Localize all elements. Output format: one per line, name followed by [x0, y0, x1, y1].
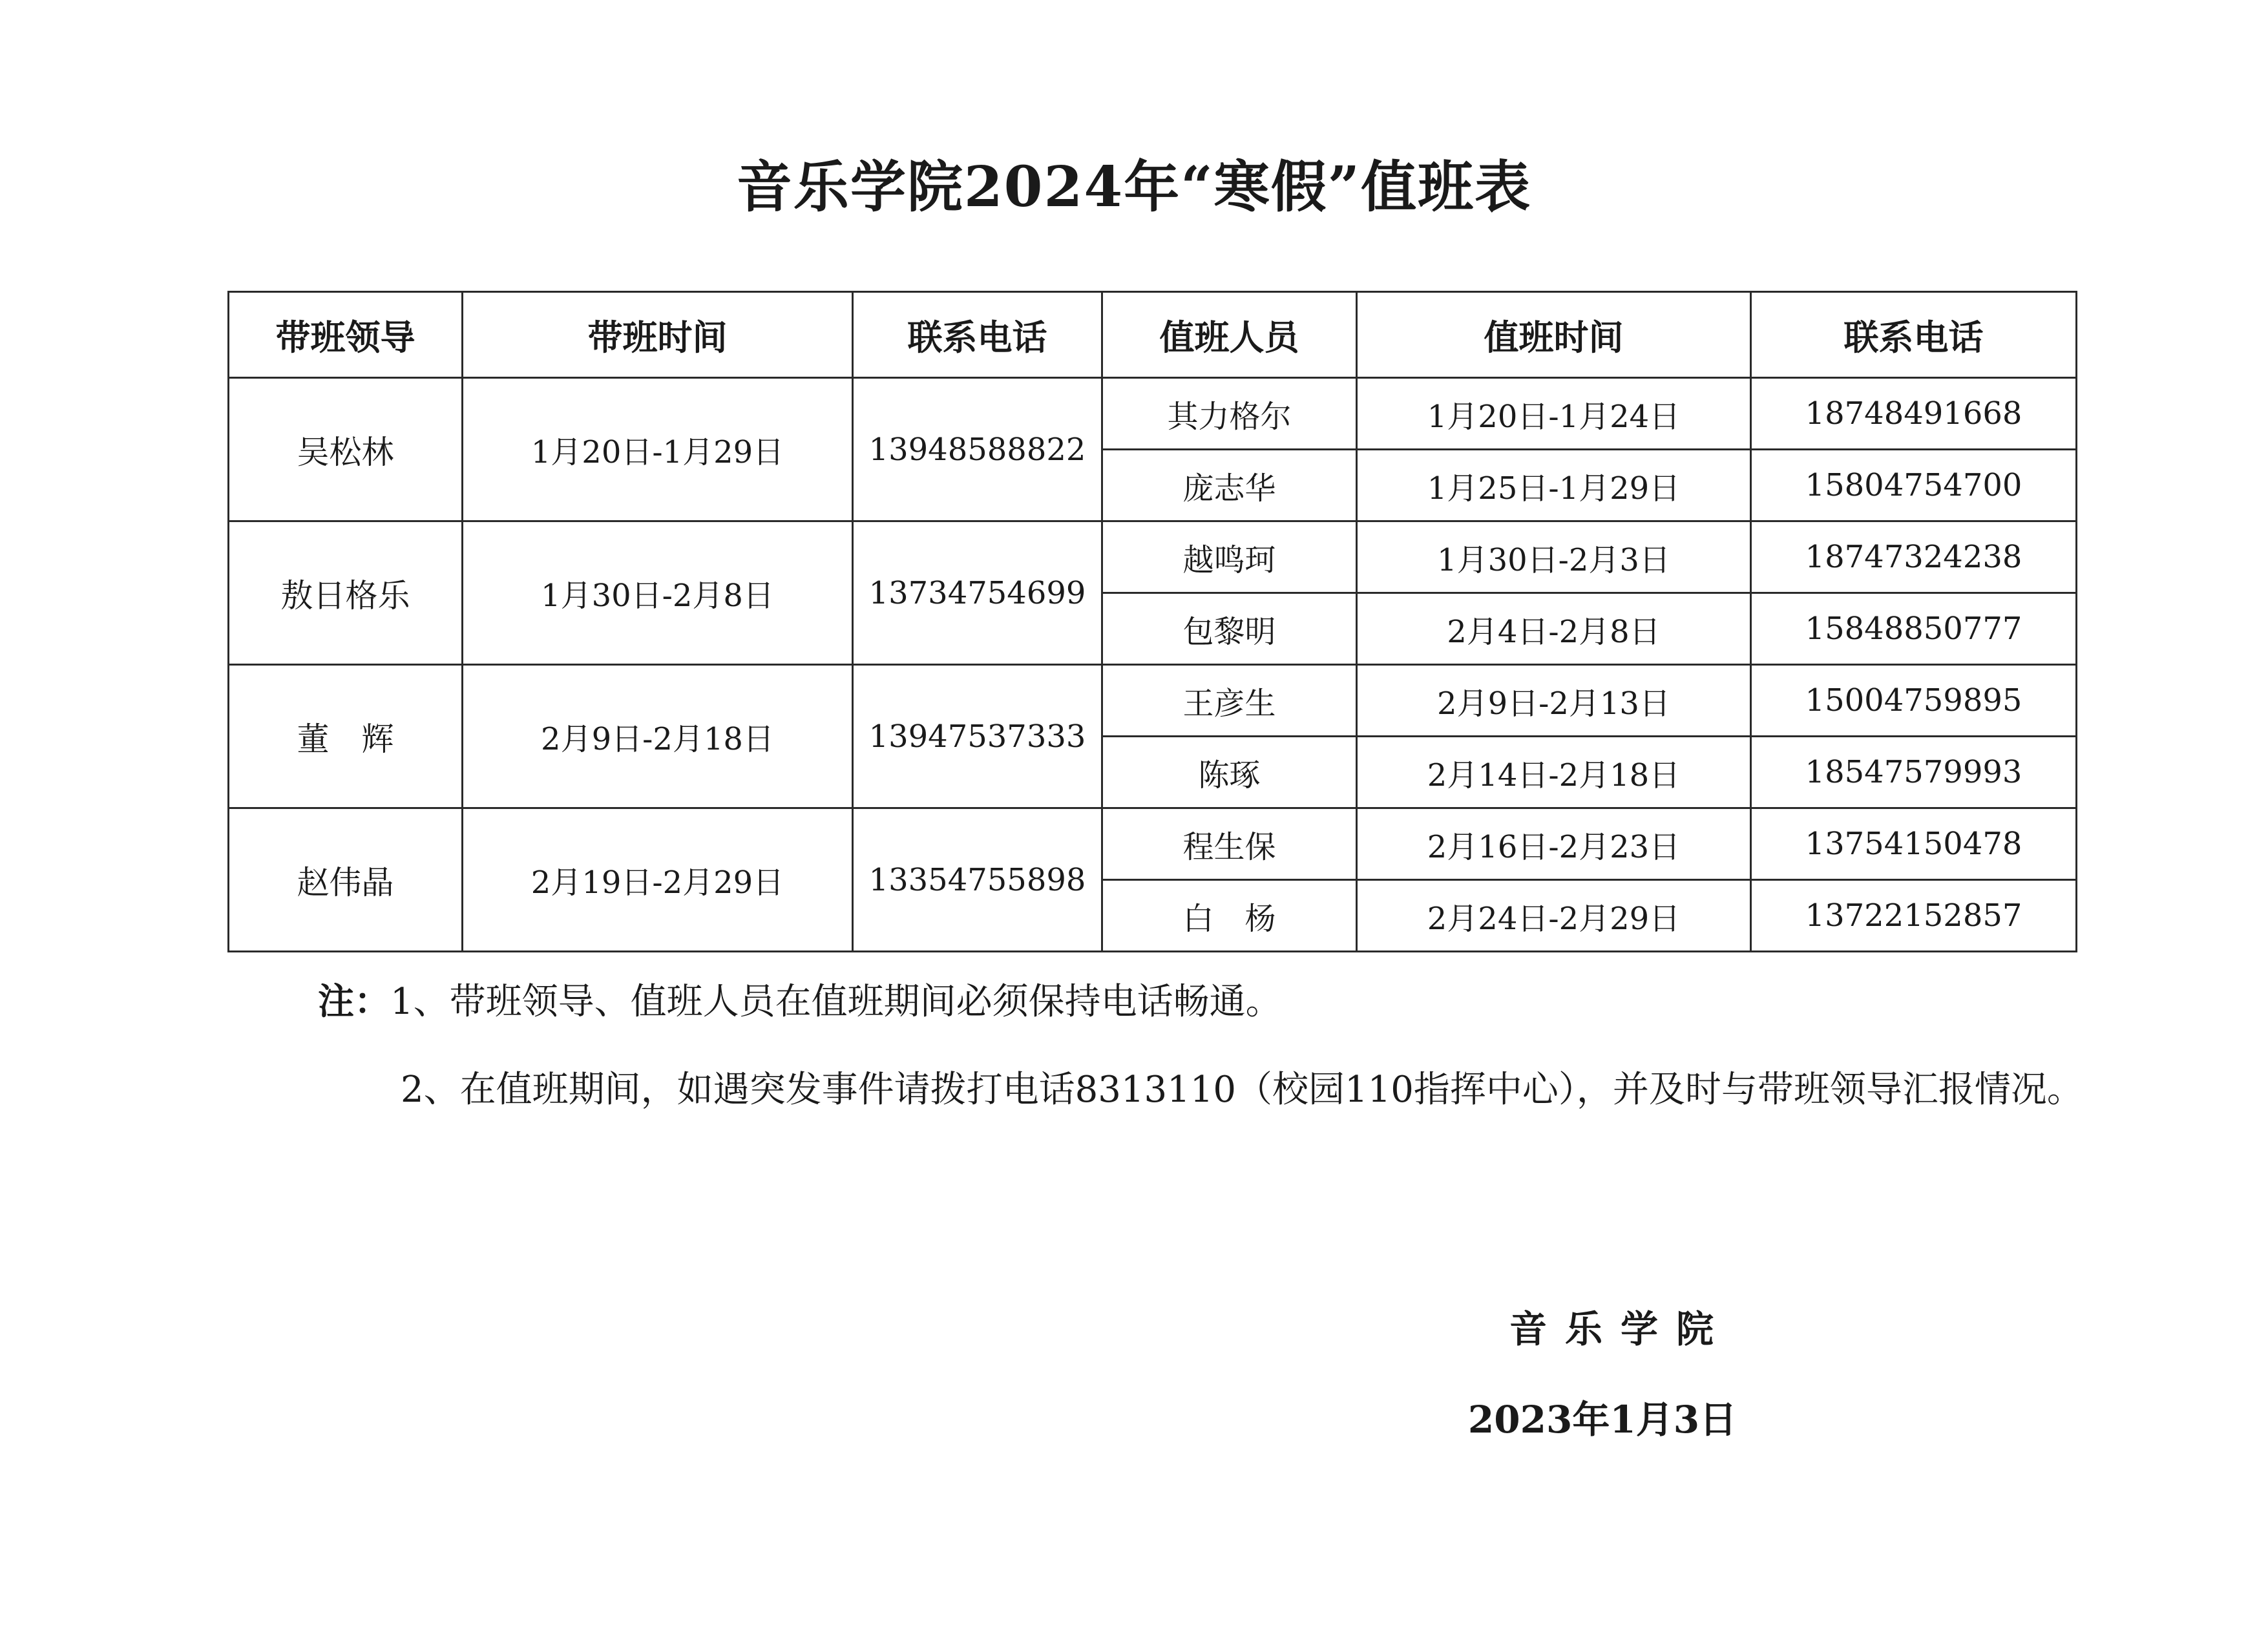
staff-time: 2月24日-2月29日 — [1357, 880, 1751, 952]
staff-phone: 13722152857 — [1751, 880, 2077, 952]
staff-time: 2月16日-2月23日 — [1357, 808, 1751, 880]
leader-time: 2月19日-2月29日 — [463, 808, 853, 952]
leader-name: 赵伟晶 — [229, 808, 463, 952]
note-item-1 — [204, 958, 2091, 1046]
header-staff-time: 值班时间 — [1357, 292, 1751, 378]
staff-phone: 15004759895 — [1751, 665, 2077, 737]
leader-name: 吴松林 — [229, 378, 463, 521]
header-leader: 带班领导 — [229, 292, 463, 378]
table-row — [229, 521, 2077, 593]
table-header-row — [229, 292, 2077, 378]
leader-phone: 13948588822 — [853, 378, 1102, 521]
table-row — [229, 665, 2077, 737]
notes-section — [204, 958, 2091, 1134]
staff-time: 2月14日-2月18日 — [1357, 737, 1751, 808]
note-label: 注： — [318, 980, 390, 1023]
leader-time: 2月9日-2月18日 — [463, 665, 853, 808]
header-staff: 值班人员 — [1102, 292, 1357, 378]
staff-time: 2月4日-2月8日 — [1357, 593, 1751, 665]
staff-phone: 15848850777 — [1751, 593, 2077, 665]
header-leader-phone: 联系电话 — [853, 292, 1102, 378]
leader-phone: 13354755898 — [853, 808, 1102, 952]
staff-time: 2月9日-2月13日 — [1357, 665, 1751, 737]
leader-phone: 13734754699 — [853, 521, 1102, 665]
table-row — [229, 808, 2077, 880]
staff-phone: 13754150478 — [1751, 808, 2077, 880]
staff-name: 庞志华 — [1102, 450, 1357, 521]
staff-phone: 18748491668 — [1751, 378, 2077, 450]
staff-time: 1月20日-1月24日 — [1357, 378, 1751, 450]
document-title: 音乐学院2024年“寒假”值班表 — [736, 154, 1532, 220]
staff-phone: 15804754700 — [1751, 450, 2077, 521]
leader-time: 1月30日-2月8日 — [463, 521, 853, 665]
staff-name: 陈琢 — [1102, 737, 1357, 808]
staff-phone: 18747324238 — [1751, 521, 2077, 593]
staff-time: 1月25日-1月29日 — [1357, 450, 1751, 521]
note-text-1: 1、带班领导、值班人员在值班期间必须保持电话畅通。 — [390, 981, 1282, 1023]
staff-name: 其力格尔 — [1102, 378, 1357, 450]
header-staff-phone: 联系电话 — [1751, 292, 2077, 378]
leader-name: 董 辉 — [229, 665, 463, 808]
staff-phone: 18547579993 — [1751, 737, 2077, 808]
staff-name: 白 杨 — [1102, 880, 1357, 952]
header-leader-time: 带班时间 — [463, 292, 853, 378]
staff-name: 越鸣珂 — [1102, 521, 1357, 593]
table-row — [229, 378, 2077, 450]
signature-date: 2023年1月3日 — [1467, 1398, 1738, 1442]
note-item-2: 2、在值班期间，如遇突发事件请拨打电话8313110（校园110指挥中心），并及时与带班领导汇报情况。 — [401, 1069, 2083, 1111]
staff-time: 1月30日-2月3日 — [1357, 521, 1751, 593]
staff-name: 程生保 — [1102, 808, 1357, 880]
leader-name: 敖日格乐 — [229, 521, 463, 665]
staff-name: 王彦生 — [1102, 665, 1357, 737]
staff-name: 包黎明 — [1102, 593, 1357, 665]
leader-time: 1月20日-1月29日 — [463, 378, 853, 521]
duty-schedule-table — [227, 291, 2077, 952]
signature-organization: 音乐学院 — [1509, 1307, 1732, 1351]
leader-phone: 13947537333 — [853, 665, 1102, 808]
